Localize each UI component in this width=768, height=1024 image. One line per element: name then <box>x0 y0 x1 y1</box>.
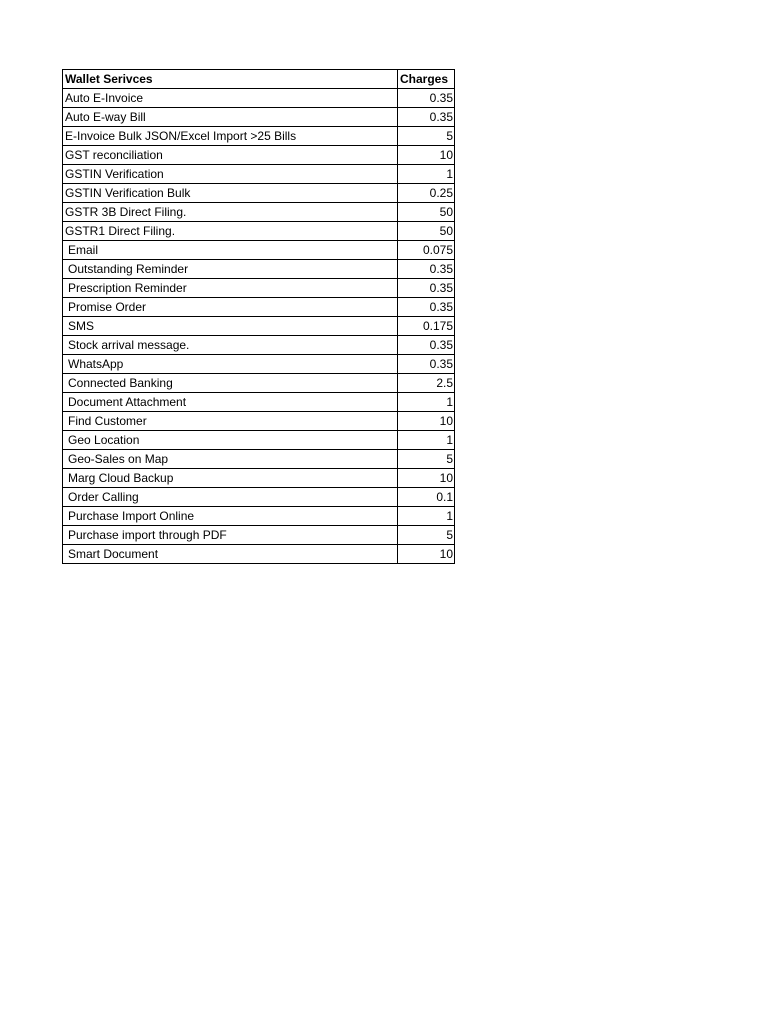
service-name-cell: Purchase import through PDF <box>63 526 398 545</box>
service-name-cell: Prescription Reminder <box>63 279 398 298</box>
table-row <box>63 317 455 336</box>
table-row <box>63 488 455 507</box>
service-name-cell: SMS <box>63 317 398 336</box>
service-name-cell: GSTIN Verification Bulk <box>63 184 398 203</box>
table-row <box>63 241 455 260</box>
charge-cell: 1 <box>398 431 455 450</box>
service-name-cell: Marg Cloud Backup <box>63 469 398 488</box>
wallet-services-table <box>62 69 455 564</box>
header-charges: Charges <box>398 70 455 89</box>
service-name-cell: GSTIN Verification <box>63 165 398 184</box>
charge-cell: 1 <box>398 165 455 184</box>
charge-cell: 0.175 <box>398 317 455 336</box>
service-name-cell: WhatsApp <box>63 355 398 374</box>
table-row <box>63 146 455 165</box>
charge-cell: 50 <box>398 222 455 241</box>
table-row <box>63 393 455 412</box>
spreadsheet-page <box>62 69 455 564</box>
service-name-cell: Auto E-Invoice <box>63 89 398 108</box>
table-row <box>63 545 455 564</box>
table-row <box>63 507 455 526</box>
service-name-cell: Purchase Import Online <box>63 507 398 526</box>
service-name-cell: GSTR 3B Direct Filing. <box>63 203 398 222</box>
table-row <box>63 469 455 488</box>
table-row <box>63 279 455 298</box>
table-row <box>63 526 455 545</box>
charge-cell: 10 <box>398 469 455 488</box>
table-row <box>63 298 455 317</box>
table-row <box>63 89 455 108</box>
table-body <box>63 89 455 564</box>
table-row <box>63 355 455 374</box>
charge-cell: 0.25 <box>398 184 455 203</box>
service-name-cell: Smart Document <box>63 545 398 564</box>
table-header-row <box>63 70 455 89</box>
header-wallet-services: Wallet Serivces <box>63 70 398 89</box>
charge-cell: 1 <box>398 507 455 526</box>
service-name-cell: Auto E-way Bill <box>63 108 398 127</box>
charge-cell: 0.35 <box>398 260 455 279</box>
service-name-cell: Connected Banking <box>63 374 398 393</box>
charge-cell: 0.35 <box>398 336 455 355</box>
table-row <box>63 431 455 450</box>
charge-cell: 5 <box>398 526 455 545</box>
service-name-cell: Stock arrival message. <box>63 336 398 355</box>
service-name-cell: Email <box>63 241 398 260</box>
table-row <box>63 374 455 393</box>
charge-cell: 0.1 <box>398 488 455 507</box>
service-name-cell: Geo Location <box>63 431 398 450</box>
service-name-cell: GST reconciliation <box>63 146 398 165</box>
service-name-cell: Outstanding Reminder <box>63 260 398 279</box>
table-row <box>63 412 455 431</box>
table-row <box>63 165 455 184</box>
service-name-cell: Promise Order <box>63 298 398 317</box>
charge-cell: 0.075 <box>398 241 455 260</box>
service-name-cell: Geo-Sales on Map <box>63 450 398 469</box>
service-name-cell: Find Customer <box>63 412 398 431</box>
service-name-cell: GSTR1 Direct Filing. <box>63 222 398 241</box>
charge-cell: 0.35 <box>398 298 455 317</box>
table-row <box>63 260 455 279</box>
charge-cell: 10 <box>398 545 455 564</box>
charge-cell: 2.5 <box>398 374 455 393</box>
table-row <box>63 203 455 222</box>
charge-cell: 5 <box>398 450 455 469</box>
table-row <box>63 450 455 469</box>
table-row <box>63 184 455 203</box>
charge-cell: 10 <box>398 146 455 165</box>
service-name-cell: Order Calling <box>63 488 398 507</box>
table-row <box>63 127 455 146</box>
charge-cell: 0.35 <box>398 355 455 374</box>
table-row <box>63 222 455 241</box>
service-name-cell: Document Attachment <box>63 393 398 412</box>
table-row <box>63 108 455 127</box>
charge-cell: 0.35 <box>398 108 455 127</box>
charge-cell: 5 <box>398 127 455 146</box>
charge-cell: 10 <box>398 412 455 431</box>
charge-cell: 0.35 <box>398 89 455 108</box>
charge-cell: 50 <box>398 203 455 222</box>
table-row <box>63 336 455 355</box>
charge-cell: 1 <box>398 393 455 412</box>
charge-cell: 0.35 <box>398 279 455 298</box>
service-name-cell: E-Invoice Bulk JSON/Excel Import >25 Bills <box>63 127 398 146</box>
